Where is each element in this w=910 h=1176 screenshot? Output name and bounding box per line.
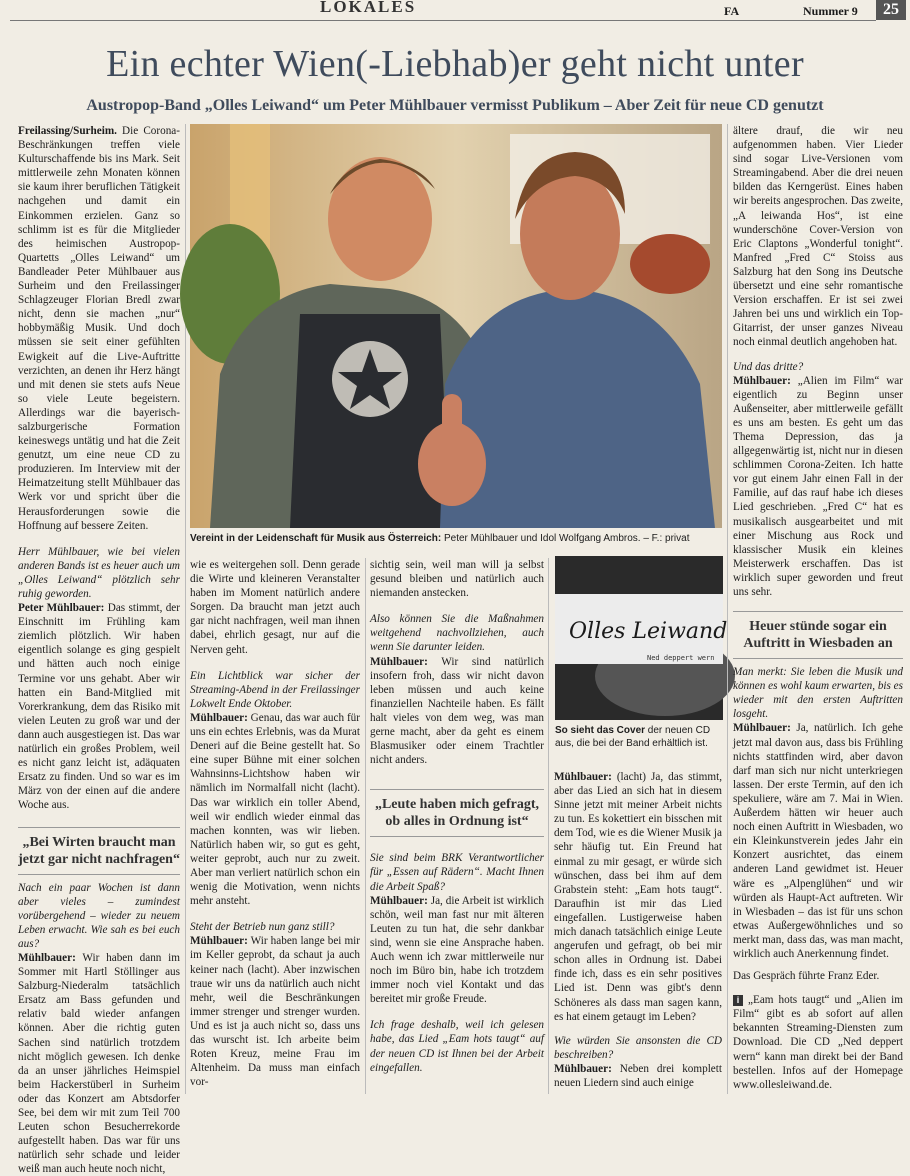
column-divider — [727, 124, 728, 1094]
cd-title: Olles Leiwand — [569, 619, 728, 644]
column-3 — [370, 558, 544, 1094]
article-photo — [190, 124, 722, 528]
paper-label: FA — [724, 4, 740, 18]
answer — [18, 951, 180, 1176]
column-divider — [548, 558, 549, 1094]
page-header — [0, 0, 910, 24]
pull-quote: „Bei Wirten braucht man jetzt gar nicht nachfragen“ — [18, 827, 180, 875]
answer — [370, 655, 544, 768]
answer-text: Neben drei komplett neuen Liedern sind auch einige — [554, 1062, 722, 1089]
intro-text: Die Corona-Beschränkungen treffen viele Kulturschaffende bis ins Mark. Seit mittlerweile zehn Monaten können sie kaum ihrer beruflichen Tätigkeit nachgehen und damit ein Einkommen erzielen. Ganz so schlimm ist es für die Mitglieder des heimischen Austropop-Quartetts „Olles Leiwand“ um Bandleader Peter Mühlbauer aus Surheim und den Freilassinger Schlagzeuger Florian Bredl zwar nicht, denn sie machen „nur“ hobbymäßig Musik. Und doch müssen sie seit einer gefühlten Ewigkeit auf die Live-Auftritte verzichten, an denen ihr Herz hängt und mit denen sie stets aufs Neue so viele Leute begeistern. Allerdings war die bayerisch-salzburgerische Formation keineswegs untätig und hat die Zeit genutzt, um eine neue CD zu produzieren. Im Interview mit der Heimatzeitung stellt Mühlbauer das Werk vor und spricht über die Herausforderungen sowie die Hoffnung auf bessere Zeiten. — [18, 125, 180, 532]
caption-bold: Vereint in der Leidenschaft für Musik aus Österreich: — [190, 533, 442, 544]
cd-caption-text: der neuen CD aus, die bei der Band erhältlich ist. — [555, 725, 711, 749]
section-label: LOKALES — [320, 0, 417, 16]
photo-caption — [190, 532, 722, 545]
info-icon: i — [733, 995, 743, 1006]
info-box — [733, 993, 903, 1092]
answer-text: Genau, das war auch für uns ein echtes Erlebnis, was da Murat Deneri auf die Beine gestellt hat. So eine super Bühne mit einer solchen Wahnsinns-Lichtshow haben wir nämlich im Normalfall nicht (lacht). Das war wirklich ein toller Abend, weil wir endlich wieder einmal das machen konnten, was wir lieben. Natürlich haben wir, so gut es geht, weiter geprobt, auch nur zu zweit. Aber man verliert natürlich schon ein wenig die Motivation, wenn nichts mehr ansteht. — [190, 711, 360, 908]
answer-text: Ja, die Arbeit ist wirklich schön, weil man fast nur mit älteren Leuten zu tun hat, die sehr dankbar sind, wenn sie eine Ansprache haben. Auch wenn ich zwar mittlerweile nur noch im Büro bin, habe ich trotzdem immer noch viel Kontakt und das bereitet mir große Freude. — [370, 894, 544, 1006]
dateline: Freilassing/Surheim. — [18, 125, 117, 137]
question: Und das dritte? — [733, 360, 804, 373]
answer-text: Wir sind natürlich insofern froh, dass wir nicht davon leben müssen und auch keine finanziellen Nachteile haben. Es fällt halt vieles von dem weg, was man gerne macht, aber da geht es einem Blasmusiker oder einem Trachtler nicht anders. — [370, 655, 544, 767]
question: Wie würden Sie ansonsten die CD beschreiben? — [554, 1034, 722, 1061]
header-rule — [10, 20, 876, 21]
column-5 — [733, 124, 903, 1094]
question: Ein Lichtblick war sicher der Streaming-Abend in der Freilassinger Lokwelt Ende Oktober. — [190, 669, 360, 710]
speaker-label: Mühlbauer: — [733, 722, 791, 735]
question: Steht der Betrieb nun ganz still? — [190, 921, 335, 934]
cd-caption-bold: So sieht das Cover — [555, 725, 646, 736]
speaker-label: Mühlbauer: — [370, 894, 428, 907]
answer — [733, 721, 903, 961]
answer-text: Ja, natürlich. Ich gehe jetzt mal davon aus, dass bis Frühling nichts stattfinden wird, aber davon darf man sich nur nicht unterkriegen lassen. Der erste Termin, auf den ich spekuliere, wäre am 7. Mai in Wien. Außerdem hätten wir heuer auch noch einen Auftritt in Wiesbaden, wo ein Kleinkunstverein jedes Jahr ein Konzert ausrichtet, das einem anderen Land gewidmet ist. Heuer wäre es „Alpenglühen“ und wir würden als Haupt-Act auftreten. Wir in Wiesbaden – das ist für uns schon etwas Außergewöhnliches und so merkt man, dass das, was man macht, wirklich auch Anerkennung findet. — [733, 722, 903, 960]
speaker-label: Mühlbauer: — [18, 951, 76, 964]
answer — [370, 894, 544, 1007]
headline: Ein echter Wien(-Liebhab)er geht nicht unter — [106, 43, 804, 85]
speaker-label: Mühlbauer: — [370, 655, 428, 668]
answer — [554, 770, 722, 1024]
page-number: 25 — [876, 0, 906, 20]
cd-subtitle: Ned deppert wern — [647, 654, 715, 662]
issue-number: Nummer 9 — [803, 4, 858, 18]
speaker-label: Mühlbauer: — [554, 1062, 612, 1075]
answer-text: Wir haben lange bei mir im Keller geprobt, da schaut ja auch keiner nach (lacht). Aber inzwischen traue wir uns da natürlich auch nicht mehr, weil die Beschränkungen immer strenger und strenger wurden. Und es ist ja auch nicht so, dass uns das wurscht ist. Ich arbeite beim Roten Kreuz, meine Frau im Altenheim. Da muss man einfach vor- — [190, 935, 360, 1089]
question: Man merkt: Sie leben die Musik und können es wohl kaum erwarten, bis es wieder mit den ersten Auftritten losgeht. — [733, 666, 903, 721]
question: Also können Sie die Maßnahmen weitgehend nachvollziehen, auch wenn Sie darunter leiden. — [370, 613, 544, 654]
question: Nach ein paar Wochen ist dann aber vieles – zumindest vorübergehend – wieder zu neuem Leben erwacht. Wie sah es bei euch aus? — [18, 881, 180, 950]
column-4 — [554, 770, 722, 1094]
answer — [554, 1062, 722, 1090]
cd-cover-image — [555, 556, 728, 720]
answer-continuation: sichtig sein, weil man will ja selbst gesund bleiben und natürlich auch niemanden anstecken. — [370, 559, 544, 600]
answer — [733, 374, 903, 600]
answer-text: „Alien im Film“ war eigentlich zu Beginn unser Außenseiter, aber mittlerweile gefällt es uns am besten. Es geht um das Thema Depression, das ja allgegenwärtig ist, nicht nur in diesen schlimmen Corona-Zeiten. Ich hatte vor gut einem Jahr einen Fall in der Familie, auf das rauf habe ich dieses Lied geschrieben. „Fred C“ hat es musikalisch ausgearbeitet und mit einer Mischung aus Rock und klassischer Musik ein kleines Meisterwerk erschaffen. Das ist wirklich super geworden und freut uns sehr. — [733, 374, 903, 598]
cd-cover-illustration — [555, 556, 728, 720]
author-line: Das Gespräch führte Franz Eder. — [733, 970, 880, 983]
speaker-label: Peter Mühlbauer: — [18, 602, 105, 615]
question: Sie sind beim BRK Verantwortlicher für „Essen auf Rädern“. Macht Ihnen die Arbeit Spaß? — [370, 852, 544, 893]
column-divider — [365, 558, 366, 1094]
pull-quote: „Leute haben mich gefragt, ob alles in Ordnung ist“ — [370, 789, 544, 837]
speaker-label: Mühlbauer: — [190, 711, 248, 724]
intro-paragraph — [18, 124, 180, 533]
photo-illustration — [190, 124, 722, 528]
column-2 — [190, 558, 360, 1094]
question: Herr Mühlbauer, wie bei vielen anderen Bands ist es heuer auch um „Olles Leiwand“ plötzlich sehr ruhig geworden. — [18, 545, 180, 600]
caption-text: Peter Mühlbauer und Idol Wolfgang Ambros. – F.: privat — [441, 533, 690, 544]
answer-continuation: ältere drauf, die wir neu aufgenommen haben. Vier Lieder sind sogar Live-Versionen vom Streamingabend. Aber die drei neuen bilden das Kerngerüst. Eines haben wir bereits angesprochen. Das zweite, „A leiwanda Hos“, ist eine wunderschöne Cover-Version von Eric Claptons „Wonderful tonight“. Manfred „Fred C“ Stoiss aus Salzburg hat den Song ins Deutsche übersetzt und eine sehr romantische Version erschaffen. Er ist sei zwei Jahren bei uns und wirklich ein Top-Gitarrist, der unser ganzes Niveau noch einmal deutlich angehoben hat. — [733, 125, 903, 349]
answer-text: Wir haben dann im Sommer mit Hartl Stöllinger aus Salzburg-Niederalm tatsächlich Ersatz am Bass gefunden und relativ bald wieder anfangen können. Aber die richtig guten Sachen sind natürlich trotzdem nicht möglich gewesen. Ich denke da an unser jährliches Heimspiel beim Hackerstüberl in Surheim oder das Konzert am Abtsdorfer See, bei dem wir mit zum Teil 700 Leuten schon Besucherrekorde aufgestellt haben. Das war für uns natürlich sehr schade und leider weiß man auch heute noch nicht, — [18, 951, 180, 1176]
pull-quote: Heuer stünde sogar ein Auftritt in Wiesbaden an — [733, 611, 903, 659]
answer-text: (lacht) Ja, das stimmt, aber das Lied an sich hat in diesem Sinne jetzt mit meiner Arbeit nichts zu tun. Es kokettiert ein bisschen mit dem Tod, wie es die Wiener Musik ja sehr häufig tut. Ein Freund hat einmal zu mir gesagt, er würde sich wünschen, dass bei ihm auf dem Grabstein steht: „Eam hots taugt“. Daraufhin ist mir das Lied eingefallen. Lustigerweise haben mich danach tatsächlich einige Leute angerufen und gefragt, ob bei mir schon alles in Ordnung ist. Dabei finde ich, dass es ein sehr positives Lied ist. Denn was gibt's denn Schöneres als dass man sagen kann, es hat einem getaugt im Leben? — [554, 771, 722, 1023]
column-1 — [18, 124, 180, 1176]
answer-continuation: wie es weitergehen soll. Denn gerade die Wirte und kleineren Veranstalter haben im Moment natürlich andere Sorgen. Da braucht man jetzt auch gar nicht nachfragen, weil man ihnen dabei, ehrlich gesagt, nur auf die Nerven geht. — [190, 559, 360, 656]
answer — [190, 934, 360, 1089]
speaker-label: Mühlbauer: — [733, 374, 791, 387]
cd-caption — [555, 724, 723, 750]
speaker-label: Mühlbauer: — [190, 935, 248, 948]
answer — [18, 601, 180, 812]
answer-text: Das stimmt, der Einschnitt im Frühling kam ziemlich plötzlich. Wir haben eigentlich solange es ging gespielt und hätten auch noch einige Termine vor uns gehabt. Aber wir hatten ein Band-Mitglied mit Vorerkrankung, dem das Risiko mit vielen Leuten zu groß war und der dann auch ausgestiegen ist. Das war natürlich ein großes Problem, weil es nicht ganz leicht ist, adäquaten Ersatz zu finden. Und so war es im März von der einen auf die andere Woche aus. — [18, 602, 180, 812]
question: Ich frage deshalb, weil ich gelesen habe, das Lied „Eam hots taugt“ auf der neuen CD ist Ihnen bei der Arbeit eingefallen. — [370, 1019, 544, 1074]
speaker-label: Mühlbauer: — [554, 771, 612, 783]
answer — [190, 711, 360, 908]
info-text: „Eam hots taugt“ und „Alien im Film“ gibt es ab sofort auf allen bekannten Streaming-Diensten zum Download. Die CD „Ned deppert wern“ kann man direkt bei der Band bestellen. Infos auf der Homepage www.ollesleiwand.de. — [733, 994, 903, 1091]
subheadline: Austropop-Band „Olles Leiwand“ um Peter Mühlbauer vermisst Publikum – Aber Zeit für neue CD genutzt — [86, 97, 824, 114]
